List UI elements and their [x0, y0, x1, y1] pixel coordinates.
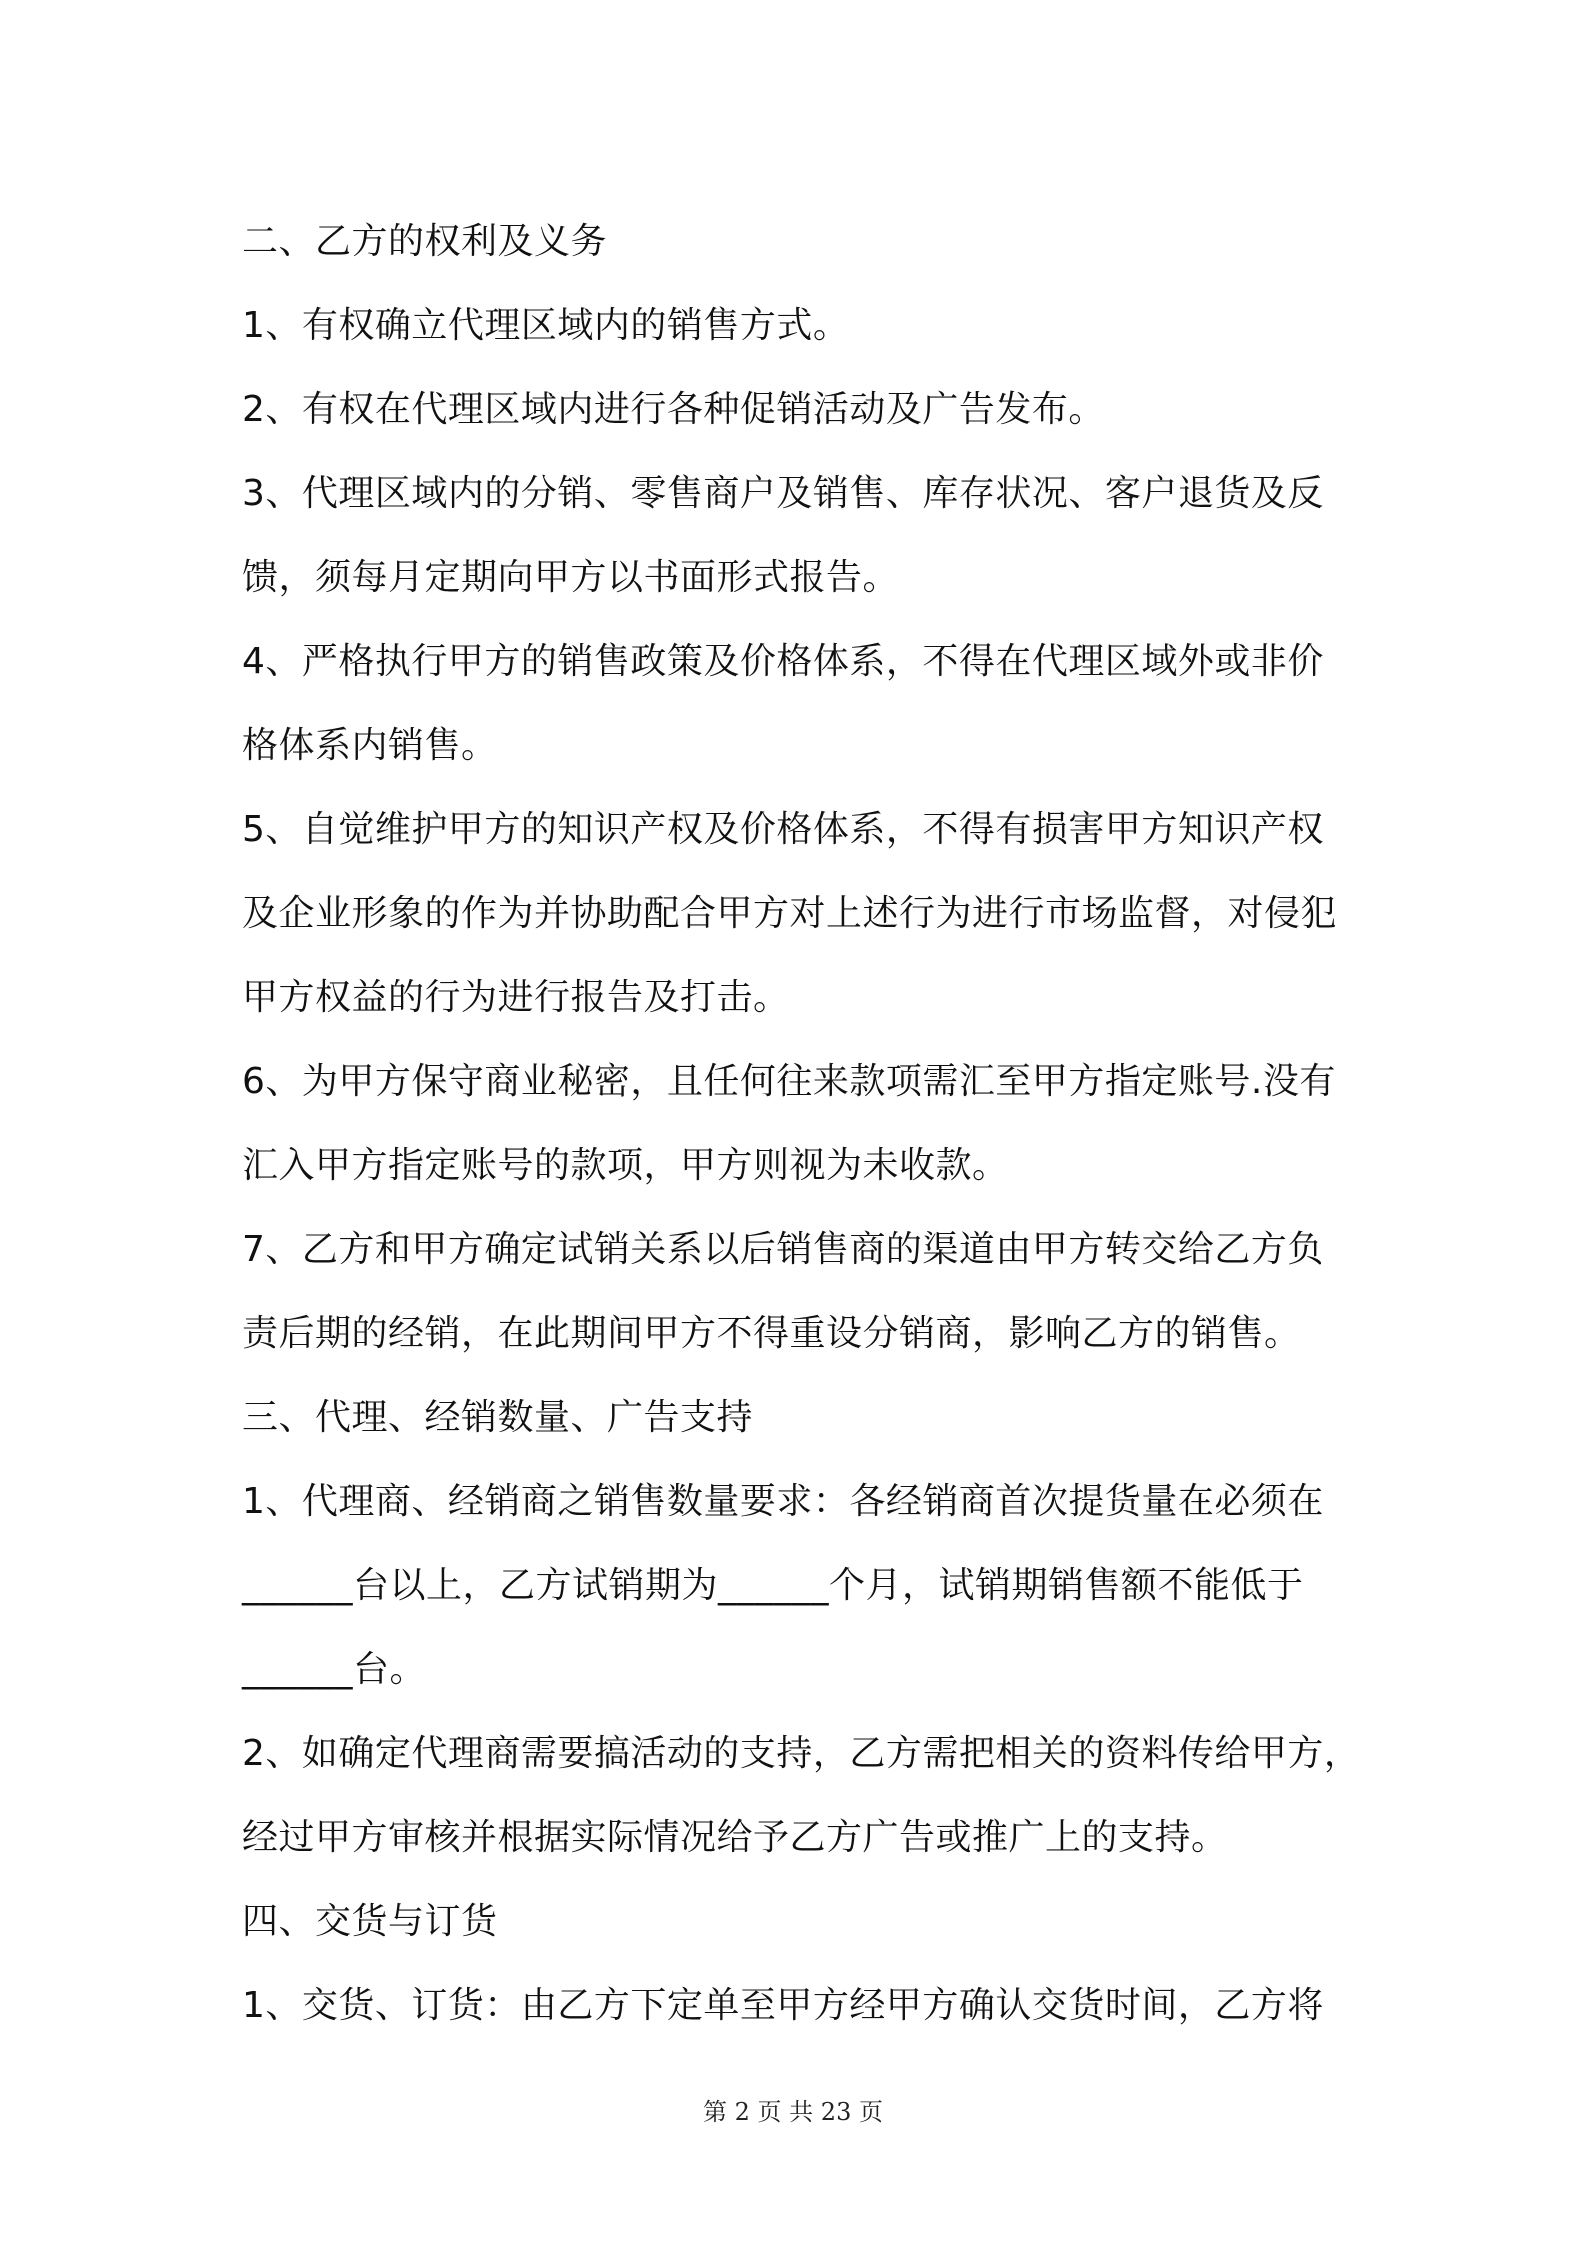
paragraph-line: 2、如确定代理商需要搞活动的支持，乙方需把相关的资料传给甲方， — [242, 1733, 1361, 1774]
paragraph-line: 甲方权益的行为进行报告及打击。 — [242, 977, 790, 1018]
section-heading: 二、乙方的权利及义务 — [242, 221, 608, 262]
paragraph-line: 1、交货、订货：由乙方下定单至甲方经甲方确认交货时间，乙方将 — [242, 1985, 1324, 2026]
paragraph-line: 3、代理区域内的分销、零售商户及销售、库存状况、客户退货及反 — [242, 473, 1324, 514]
paragraph-line: 7、乙方和甲方确定试销关系以后销售商的渠道由甲方转交给乙方负 — [242, 1229, 1324, 1270]
page-number-footer: 第 2 页 共 23 页 — [703, 2098, 883, 2126]
document-body — [242, 200, 1372, 2048]
paragraph-line: 格体系内销售。 — [242, 725, 498, 766]
paragraph-line: 1、有权确立代理区域内的销售方式。 — [242, 305, 850, 346]
paragraph-line: 1、代理商、经销商之销售数量要求：各经销商首次提货量在必须在 — [242, 1481, 1324, 1522]
paragraph-line: 责后期的经销，在此期间甲方不得重设分销商，影响乙方的销售。 — [242, 1313, 1301, 1354]
paragraph-line: 5、自觉维护甲方的知识产权及价格体系，不得有损害甲方知识产权 — [242, 809, 1324, 850]
paragraph-line: 6、为甲方保守商业秘密，且任何往来款项需汇至甲方指定账号.没有 — [242, 1061, 1336, 1102]
paragraph-line: 馈，须每月定期向甲方以书面形式报告。 — [242, 557, 900, 598]
paragraph-line: 及企业形象的作为并协助配合甲方对上述行为进行市场监督，对侵犯 — [242, 893, 1338, 934]
paragraph-line: ______台。 — [242, 1649, 427, 1690]
paragraph-line: 4、严格执行甲方的销售政策及价格体系，不得在代理区域外或非价 — [242, 641, 1324, 682]
section-heading: 四、交货与订货 — [242, 1901, 498, 1942]
paragraph-line: 经过甲方审核并根据实际情况给予乙方广告或推广上的支持。 — [242, 1817, 1228, 1858]
paragraph-line: 2、有权在代理区域内进行各种促销活动及广告发布。 — [242, 389, 1105, 430]
paragraph-line: 汇入甲方指定账号的款项，甲方则视为未收款。 — [242, 1145, 1009, 1186]
paragraph-line: ______台以上，乙方试销期为______个月，试销期销售额不能低于 — [242, 1565, 1304, 1606]
section-heading: 三、代理、经销数量、广告支持 — [242, 1397, 754, 1438]
